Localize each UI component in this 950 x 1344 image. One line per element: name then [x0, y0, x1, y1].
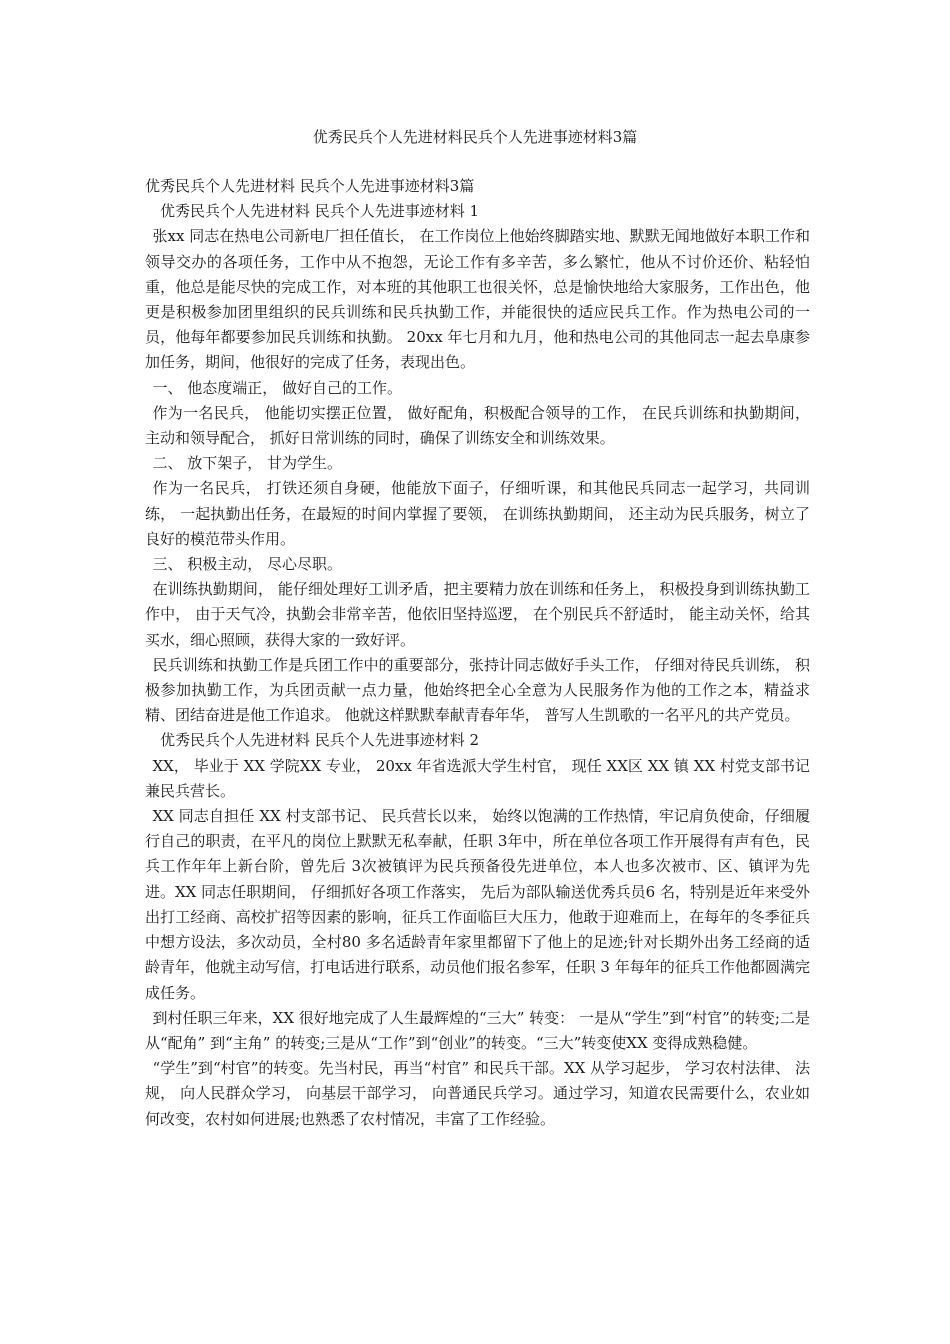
- point-heading-1: 一、 他态度端正， 做好自己的工作。: [152, 378, 403, 397]
- document-body: [145, 174, 810, 1132]
- paragraph-point-3: 在训练执勤期间， 能仔细处理好工训矛盾，把主要精力放在训练和任务上， 积极投身到训练执勤工作中， 由于天气冷，执勤会非常辛苦，他依旧坚持巡逻， 在个别民兵不舒适时， 能主动关怀，给其买水，细心照顾，获得大家的一致好评。: [145, 580, 810, 649]
- paragraph-career-2: XX 同志自担任 XX 村支部书记、 民兵营长以来， 始终以饱满的工作热情，牢记肩负使命，仔细履行自己的职责，在平凡的岗位上默默无私奉献，任职 3年中，所在单位各项工作开展得有声有色，民兵工作年年上新台阶，曾先后 3次被镇评为民兵预备役先进单位，本人也多次被市、区、镇评为先进。XX 同志任职期间， 仔细抓好各项工作落实， 先后为部队输送优秀兵员6 名，特别是近年来受外出打工经商、高校扩招等因素的影响，征兵工作面临巨大压力，他敢于迎难而上，在每年的冬季征兵中想方设法，多次动员，全村80 多名适龄青年家里都留下了他上的足迹;针对长期外出务工经商的适龄青年，他就主动写信，打电话进行联系，动员他们报名参军，任职 3 年每年的征兵工作他都圆满完成任务。: [145, 807, 810, 1002]
- section-heading-1: 优秀民兵个人先进材料 民兵个人先进事迹材料 1: [160, 202, 480, 221]
- document-title: 优秀民兵个人先进材料民兵个人先进事迹材料3篇: [312, 128, 638, 146]
- paragraph-transitions: 到村任职三年来，XX 很好地完成了人生最辉煌的“三大” 转变： 一是从“学生”到“村官”的转变;二是从“配角” 到“主角” 的转变;三是从“工作”到“创业”的转变。“三大”转变使XX 变得成熟稳健。: [145, 1008, 810, 1052]
- paragraph-intro-2: XX， 毕业于 XX 学院XX 专业， 20xx 年省选派大学生村官， 现任 XX区 XX 镇 XX 村党支部书记兼民兵营长。: [145, 756, 810, 800]
- point-heading-3: 三、 积极主动， 尽心尽职。: [152, 555, 343, 574]
- paragraph-point-1: 作为一名民兵， 他能切实摆正位置， 做好配角，积极配合领导的工作， 在民兵训练和执勤期间， 主动和领导配合， 抓好日常训练的同时，确保了训练安全和训练效果。: [145, 403, 810, 448]
- point-heading-2: 二、 放下架子， 甘为学生。: [152, 454, 343, 473]
- paragraph-intro-1: 张xx 同志在热电公司新电厂担任值长， 在工作岗位上他始终脚踏实地、默默无闻地做好本职工作和领导交办的各项任务，工作中从不抱怨，无论工作有多辛苦，多么繁忙，他从不讨价还价、粘轻怕重，他总是能尽快的完成工作，对本班的其他职工也很关怀，总是愉快地给大家服务，工作出色，他更是积极参加团里组织的民兵训练和民兵执勤工作，并能很快的适应民兵工作。作为热电公司的一员，他每年都要参加民兵训练和执勤。 20xx 年七月和九月，他和热电公司的其他同志一起去阜康参加任务，期间，他很好的完成了任务，表现出色。: [145, 227, 810, 372]
- paragraph-point-2: 作为一名民兵， 打铁还须自身硬，他能放下面子，仔细听课，和其他民兵同志一起学习，共同训练， 一起执勤出任务，在最短的时间内掌握了要领， 在训练执勤期间， 还主动为民兵服务，树立了良好的模范带头作用。: [145, 479, 810, 548]
- paragraph-summary-1: 民兵训练和执勤工作是兵团工作中的重要部分，张持计同志做好手头工作， 仔细对待民兵训练， 积极参加执勤工作，为兵团贡献一点力量，他始终把全心全意为人民服务作为他的工作之本，精益求精、团结奋进是他工作追求。 他就这样默默奉献青春年华， 普写人生凯歌的一名平凡的共产党员。: [145, 655, 810, 725]
- section-heading-2: 优秀民兵个人先进材料 民兵个人先进事迹材料 2: [160, 731, 480, 750]
- paragraph-transition-1: “学生”到“村官”的转变。先当村民，再当“村官” 和民兵干部。XX 从学习起步， 学习农村法律、 法规， 向人民群众学习， 向基层干部学习， 向普通民兵学习。通过学习，知道农民需要什么，农业如何改变，农村如何进展;也熟悉了农村情况，丰富了工作经验。: [145, 1059, 810, 1128]
- document-heading: 优秀民兵个人先进材料 民兵个人先进事迹材料3篇: [145, 177, 475, 195]
